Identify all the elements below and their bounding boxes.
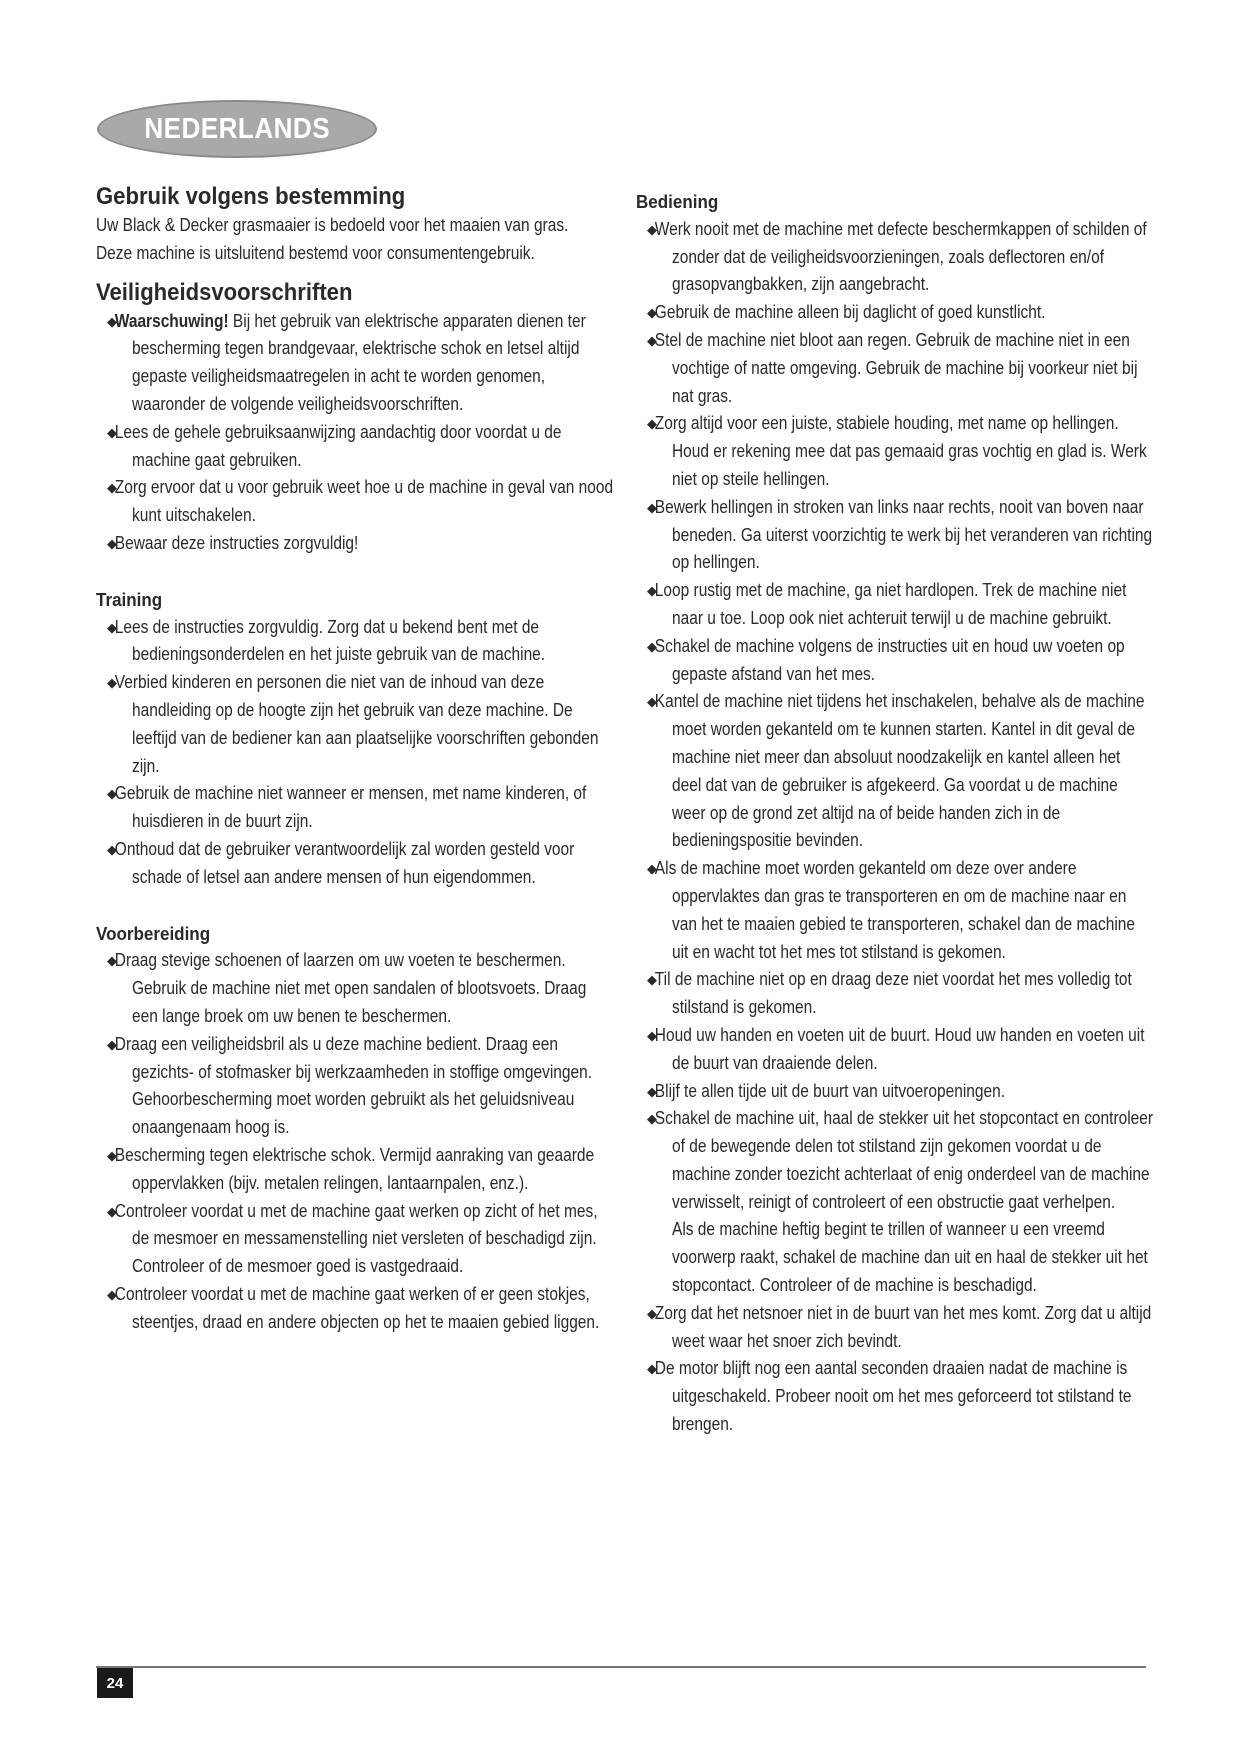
- list-item: [96, 1281, 616, 1337]
- list-item: [96, 308, 616, 419]
- section-title-training: Training: [96, 588, 163, 610]
- list-item-text: Bewaar deze instructies zorgvuldig!: [114, 532, 359, 553]
- list-item-text: Controleer voordat u met de machine gaat werken op zicht of het mes, de mesmoer en messamenstelling niet versleten of beschadigd zijn. Controleer of de mesmoer goed is vastgedraaid.: [114, 1200, 598, 1277]
- list-item-continuation: Als de machine heftig begint te trillen of wanneer u een vreemd voorwerp raakt, schakel de machine dan uit en haal de stekker uit het stopcontact. Controleer of de machine is beschadigd.: [672, 1219, 1148, 1296]
- list-item-text: Bescherming tegen elektrische schok. Vermijd aanraking van geaarde oppervlakken (bijv. metalen relingen, lantaarnpalen, enz.).: [114, 1144, 595, 1193]
- section-title-intended-use: Gebruik volgens bestemming: [96, 183, 406, 210]
- list-item: [96, 419, 616, 475]
- diamond-bullet-icon: ◆: [647, 1027, 657, 1043]
- diamond-bullet-icon: ◆: [107, 1036, 117, 1052]
- list-item-text: Loop rustig met de machine, ga niet hardlopen. Trek de machine niet naar u toe. Loop ook niet achteruit terwijl u de machine gebruikt.: [654, 580, 1127, 628]
- list-item: [96, 780, 616, 836]
- preparation-list: [96, 947, 616, 1336]
- list-item-text: Stel de machine niet bloot aan regen. Gebruik de machine niet in een vochtige of natte omgeving. Gebruik de machine bij voorkeur niet bij nat gras.: [654, 329, 1138, 406]
- page-number: 24: [97, 1668, 133, 1698]
- section-title-operation: Bediening: [636, 191, 719, 212]
- diamond-bullet-icon: ◆: [107, 1203, 117, 1219]
- warning-label: Waarschuwing!: [114, 310, 229, 331]
- list-item-text: Kantel de machine niet tijdens het inschakelen, behalve als de machine moet worden gekanteld om te kunnen starten. Kantel in dit geval de machine niet meer dan absoluut noodzakelijk en kantel alleen het deel dat van de gebruiker is afgekeerd. Ga voordat u de machine weer op de grond zet altijd na of beide handen zich in de bedieningspositie bevinden.: [654, 691, 1145, 851]
- diamond-bullet-icon: ◆: [107, 841, 117, 857]
- diamond-bullet-icon: ◆: [107, 424, 117, 440]
- list-item-text: Zorg ervoor dat u voor gebruik weet hoe u de machine in geval van nood kunt uitschakelen.: [114, 477, 614, 526]
- list-item: [636, 216, 1156, 299]
- list-item-text: Controleer voordat u met de machine gaat werken of er geen stokjes, steentjes, draad en andere objecten op het te maaien gebied liggen.: [114, 1283, 600, 1332]
- language-badge: [97, 100, 377, 158]
- list-item-text: Draag stevige schoenen of laarzen om uw voeten te beschermen. Gebruik de machine niet met open sandalen of blootsvoets. Draag een lange broek om uw benen te beschermen.: [114, 950, 587, 1026]
- diamond-bullet-icon: ◆: [647, 499, 657, 515]
- list-item-text: Schakel de machine volgens de instructies uit en houd uw voeten op gepaste afstand van het mes.: [654, 635, 1125, 684]
- list-item: [636, 494, 1156, 577]
- list-item: [96, 836, 616, 892]
- list-item: [96, 947, 616, 1030]
- list-item-text: Houd uw handen en voeten uit de buurt. Houd uw handen en voeten uit de buurt van draaiende delen.: [654, 1024, 1145, 1073]
- diamond-bullet-icon: ◆: [647, 583, 657, 599]
- diamond-bullet-icon: ◆: [107, 1147, 117, 1163]
- diamond-bullet-icon: ◆: [647, 972, 657, 988]
- section-title-preparation: Voorbereiding: [96, 922, 211, 944]
- list-item: [96, 1031, 616, 1142]
- list-item: [636, 1022, 1156, 1078]
- list-item: [96, 530, 616, 558]
- intended-use-paragraph: Uw Black & Decker grasmaaier is bedoeld voor het maaien van gras.: [96, 215, 569, 235]
- language-label: NEDERLANDS: [144, 112, 330, 145]
- list-item-text: Onthoud dat de gebruiker verantwoordelijk zal worden gesteld voor schade of letsel aan andere mensen of hun eigendommen.: [114, 838, 575, 887]
- list-item-text: Zorg dat het netsnoer niet in de buurt van het mes komt. Zorg dat u altijd weet waar het snoer zich bevindt.: [654, 1302, 1152, 1351]
- list-item-text: Zorg altijd voor een juiste, stabiele houding, met name op hellingen. Houd er rekening mee dat pas gemaaid gras vochtig en glad is. Werk niet op steile hellingen.: [654, 413, 1147, 489]
- training-list: [96, 614, 616, 892]
- list-item: [96, 669, 616, 780]
- list-item: [96, 1198, 616, 1281]
- diamond-bullet-icon: ◆: [107, 535, 117, 551]
- list-item: [636, 1355, 1156, 1438]
- left-column: [96, 182, 616, 1336]
- diamond-bullet-icon: ◆: [107, 675, 117, 691]
- operation-list: [636, 216, 1156, 1439]
- diamond-bullet-icon: ◆: [647, 305, 657, 321]
- diamond-bullet-icon: ◆: [647, 1305, 657, 1321]
- diamond-bullet-icon: ◆: [647, 638, 657, 654]
- diamond-bullet-icon: ◆: [647, 221, 657, 237]
- diamond-bullet-icon: ◆: [107, 313, 117, 329]
- list-item-text: Lees de instructies zorgvuldig. Zorg dat u bekend bent met de bedieningsonderdelen en het juiste gebruik van de machine.: [114, 616, 546, 665]
- list-item: [636, 1105, 1156, 1300]
- diamond-bullet-icon: ◆: [647, 861, 657, 877]
- list-item-text: Als de machine moet worden gekanteld om deze over andere oppervlaktes dan gras te transporteren en om de machine naar en van het te maaien gebied te transporteren, schakel dan de machine uit en wacht tot het mes tot stilstand is gekomen.: [654, 858, 1135, 962]
- diamond-bullet-icon: ◆: [647, 1083, 657, 1099]
- diamond-bullet-icon: ◆: [647, 694, 657, 710]
- diamond-bullet-icon: ◆: [107, 619, 117, 635]
- list-item: [636, 299, 1156, 327]
- intended-use-paragraph: Deze machine is uitsluitend bestemd voor consumentengebruik.: [96, 242, 535, 263]
- diamond-bullet-icon: ◆: [647, 416, 657, 432]
- list-item-text: Schakel de machine uit, haal de stekker uit het stopcontact en controleer of de bewegende delen tot stilstand zijn gekomen voordat u de machine zonder toezicht achterlaat of enig onderdeel van de machine verwisselt, reinigt of controleert of een obstructie gaat verhelpen.: [654, 1108, 1154, 1212]
- list-item-text: Til de machine niet op en draag deze niet voordat het mes volledig tot stilstand is gekomen.: [654, 969, 1132, 1018]
- diamond-bullet-icon: ◆: [647, 1111, 657, 1127]
- list-item-text: Blijf te allen tijde uit de buurt van uitvoeropeningen.: [654, 1080, 1006, 1101]
- list-item: [636, 855, 1156, 966]
- diamond-bullet-icon: ◆: [647, 1361, 657, 1377]
- diamond-bullet-icon: ◆: [107, 480, 117, 496]
- list-item: [636, 633, 1156, 689]
- list-item-text: Verbied kinderen en personen die niet van de inhoud van deze handleiding op de hoogte zijn het gebruik van deze machine. De leeftijd van de bediener kan aan plaatselijke voorschriften gebonden zijn.: [114, 672, 599, 776]
- list-item: [636, 410, 1156, 493]
- list-item-text: Gebruik de machine niet wanneer er mensen, met name kinderen, of huisdieren in de buurt zijn.: [114, 783, 587, 832]
- warning-text: Bij het gebruik van elektrische apparaten dienen ter bescherming tegen brandgevaar, elektrische schok en letsel altijd gepaste veiligheidsmaatregelen in acht te worden genomen, waaronder de volgende veiligheidsvoorschriften.: [132, 310, 586, 414]
- diamond-bullet-icon: ◆: [107, 953, 117, 969]
- list-item-text: Bewerk hellingen in stroken van links naar rechts, nooit van boven naar beneden. Ga uiterst voorzichtig te werk bij het veranderen van richting op hellingen.: [654, 496, 1153, 573]
- list-item: [636, 577, 1156, 633]
- list-item: [636, 688, 1156, 855]
- list-item-text: Draag een veiligheidsbril als u deze machine bedient. Draag een gezichts- of stofmasker bij werkzaamheden in stoffige omgevingen. Gehoorbescherming moet worden gebruikt als het geluidsniveau onaangenaam hoog is.: [114, 1033, 593, 1138]
- diamond-bullet-icon: ◆: [647, 332, 657, 348]
- list-item: [636, 966, 1156, 1022]
- list-item-text: Werk nooit met de machine met defecte beschermkappen of schilden of zonder dat de veiligheidsvoorzieningen, zoals deflectoren en/of grasopvangbakken, zijn aangebracht.: [654, 218, 1147, 295]
- section-title-safety: Veiligheidsvoorschriften: [96, 278, 353, 306]
- list-item: [96, 1142, 616, 1198]
- list-item: [636, 1078, 1156, 1106]
- diamond-bullet-icon: ◆: [107, 1286, 117, 1302]
- right-column: [636, 188, 1156, 1439]
- list-item: [96, 614, 616, 670]
- diamond-bullet-icon: ◆: [107, 786, 117, 802]
- list-item: [636, 327, 1156, 410]
- list-item-text: Gebruik de machine alleen bij daglicht of goed kunstlicht.: [654, 302, 1046, 323]
- list-item-text: Lees de gehele gebruiksaanwijzing aandachtig door voordat u de machine gaat gebruiken.: [114, 421, 562, 470]
- list-item: [96, 474, 616, 530]
- safety-list: [96, 308, 616, 558]
- list-item: [636, 1300, 1156, 1356]
- footer-divider: [96, 1666, 1146, 1668]
- list-item-text: De motor blijft nog een aantal seconden draaien nadat de machine is uitgeschakeld. Probeer nooit om het mes geforceerd tot stilstand te brengen.: [654, 1358, 1132, 1435]
